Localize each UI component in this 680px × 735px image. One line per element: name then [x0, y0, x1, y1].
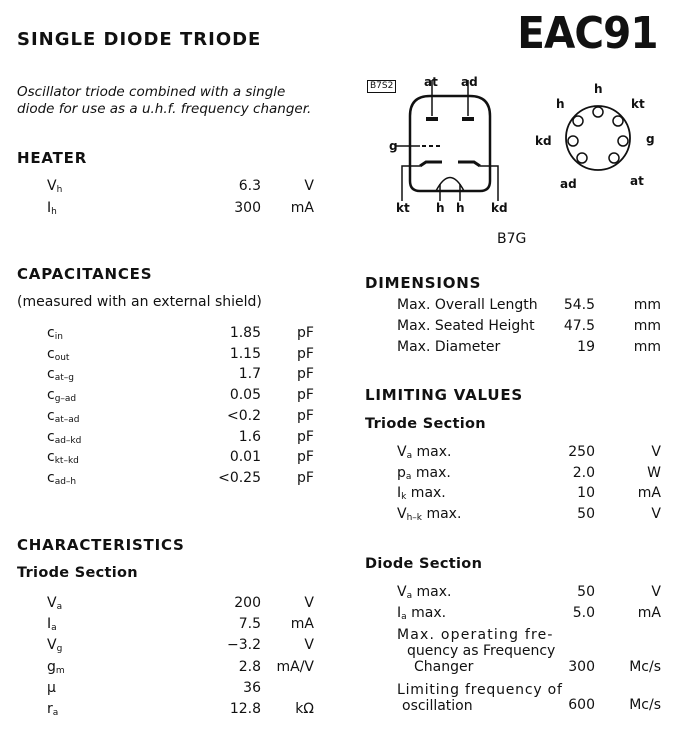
symbol-main: V [47, 595, 57, 611]
unit: pF [297, 345, 314, 362]
dimensions-heading: DIMENSIONS [365, 274, 482, 292]
symbol-suffix: max. [406, 485, 446, 502]
value: 19 [577, 339, 595, 355]
symbol [47, 200, 57, 217]
value: 2.8 [238, 658, 261, 675]
symbol [47, 595, 62, 612]
symbol-subscript: at–g [54, 373, 74, 384]
limiting-freq-row [0, 697, 680, 717]
unit: mm [633, 297, 661, 313]
symbol [397, 605, 446, 622]
symbol [397, 485, 446, 502]
heater-row [47, 178, 317, 198]
operating-freq-line: Changer [414, 659, 474, 675]
symbol [397, 444, 452, 461]
capacitance-row [47, 366, 317, 386]
capacitances-heading: CAPACITANCES [17, 265, 153, 283]
symbol [397, 506, 461, 523]
unit: pF [297, 387, 314, 404]
symbol-main: p [397, 464, 406, 481]
base-label: B7G [497, 231, 527, 247]
unit: pF [297, 469, 314, 486]
symbol-subscript: k [401, 492, 407, 503]
symbol-main: c [47, 407, 55, 424]
symbol-main: c [47, 325, 55, 341]
value: 50 [577, 506, 595, 523]
value: 250 [568, 444, 595, 460]
characteristics-subheading: Triode Section [17, 565, 138, 581]
symbol-subscript: a [405, 471, 412, 482]
symbol-subscript: a [406, 451, 413, 461]
value: −3.2 [227, 637, 261, 654]
value: 7.5 [238, 616, 261, 633]
symbol-subscript: a [56, 602, 63, 612]
unit: kΩ [295, 701, 314, 717]
pin-label-h-top: h [594, 82, 603, 96]
limiting-triode-subheading: Triode Section [365, 416, 486, 432]
symbol-main: V [397, 584, 407, 600]
label-kt: kt [396, 201, 410, 215]
capacitance-row [47, 387, 317, 407]
unit: pF [297, 325, 314, 341]
symbol [47, 408, 79, 425]
symbol-main: I [397, 485, 402, 502]
symbol-subscript: g [56, 644, 63, 655]
symbol-main: g [47, 658, 56, 675]
symbol-main: I [397, 605, 402, 621]
description-line: diode for use as a u.h.f. frequency changer. [17, 101, 312, 117]
symbol-main: V [47, 637, 57, 654]
value: 6.3 [238, 178, 261, 194]
capacitance-row [47, 325, 317, 345]
limiting-freq-line: Limiting frequency of [397, 682, 563, 698]
unit: mA [637, 605, 661, 621]
value: 50 [577, 584, 595, 600]
symbol [397, 339, 500, 355]
dimension-row [397, 339, 663, 359]
unit: V [304, 637, 314, 654]
unit: V [651, 584, 661, 600]
value: 300 [568, 659, 595, 675]
symbol-main: r [47, 701, 53, 717]
symbol-suffix: max. [406, 605, 447, 621]
unit: pF [297, 449, 314, 466]
limiting-diode-subheading: Diode Section [365, 556, 483, 572]
unit: V [304, 595, 314, 611]
symbol [47, 325, 63, 342]
symbol [47, 680, 56, 696]
symbol-subscript: ad–kd [54, 435, 82, 446]
label: Max. Seated Height [397, 318, 535, 334]
symbol [47, 346, 69, 363]
label: Max. Diameter [397, 339, 501, 355]
value: <0.2 [227, 407, 261, 424]
symbol-suffix: max. [412, 584, 452, 600]
dimension-row [397, 297, 663, 317]
value: 600 [568, 697, 595, 713]
value: <0.25 [218, 469, 261, 486]
symbol-main: c [47, 469, 55, 486]
symbol-suffix: max. [411, 464, 451, 481]
symbol [397, 297, 538, 313]
dimension-row [397, 318, 663, 338]
unit: pF [297, 428, 314, 445]
symbol-subscript: m [55, 665, 65, 676]
value: 200 [234, 595, 261, 611]
heater-row [47, 200, 317, 220]
page-title: SINGLE DIODE TRIODE [17, 29, 262, 50]
description [17, 84, 311, 118]
symbol-subscript: ad–h [54, 476, 77, 487]
characteristic-row [47, 595, 317, 615]
unit: mA [290, 200, 314, 216]
limiting-triode-row [397, 506, 663, 526]
symbol-subscript: out [54, 352, 70, 363]
symbol-main: V [397, 506, 407, 523]
operating-freq-row [0, 659, 680, 679]
symbol [397, 318, 535, 334]
capacitances-note: (measured with an external shield) [17, 294, 262, 310]
symbol [47, 429, 81, 446]
operating-freq-line: quency as Frequency [407, 643, 556, 659]
pin-label-kd: kd [535, 134, 552, 148]
symbol [397, 584, 452, 601]
unit: V [651, 506, 661, 523]
label-ad: ad [461, 75, 478, 89]
value: 36 [243, 679, 261, 696]
symbol-subscript: g–ad [54, 394, 77, 405]
symbol-main: c [47, 428, 55, 445]
value: 1.7 [238, 366, 261, 383]
unit: mA [290, 616, 314, 633]
value: 0.01 [229, 449, 261, 466]
unit: Mc/s [629, 697, 661, 713]
symbol-main: c [47, 387, 55, 404]
symbol-main: I [47, 616, 52, 633]
pin-label-h-left: h [556, 97, 565, 111]
characteristics-heading: CHARACTERISTICS [17, 536, 185, 554]
symbol [47, 616, 57, 633]
limiting-freq-line: oscillation [402, 698, 473, 714]
symbol [47, 178, 62, 195]
pin-label-ad: ad [560, 177, 577, 191]
symbol-main: μ [47, 679, 56, 696]
pin-label-g: g [646, 132, 655, 146]
limiting-diode-row [397, 605, 663, 625]
symbol [397, 465, 451, 482]
symbol [47, 366, 74, 383]
symbol-subscript: h [56, 185, 63, 195]
value: 2.0 [572, 464, 595, 481]
symbol-suffix: max. [422, 506, 462, 523]
capacitance-row [47, 470, 317, 490]
symbol-subscript: h [51, 207, 57, 217]
symbol-main: V [397, 444, 407, 460]
unit: W [647, 464, 661, 481]
electrode-symbol-diagram [380, 76, 530, 216]
characteristic-row [47, 616, 317, 636]
limiting-heading: LIMITING VALUES [365, 386, 524, 404]
limiting-triode-row [397, 444, 663, 464]
symbol-subscript: a [52, 708, 59, 718]
value: 1.85 [229, 325, 261, 341]
label-kd: kd [491, 201, 508, 215]
value: 1.15 [229, 345, 261, 362]
characteristic-row [47, 637, 317, 657]
value: 12.8 [229, 701, 261, 717]
symbol-subscript: at–ad [54, 414, 80, 425]
symbol-main: c [47, 366, 55, 383]
unit: V [304, 178, 314, 194]
limiting-triode-row [397, 465, 663, 485]
value: 54.5 [563, 297, 595, 313]
capacitance-row [47, 429, 317, 449]
value: 1.6 [238, 428, 261, 445]
label-at: at [424, 75, 438, 89]
pin-label-at: at [630, 174, 644, 188]
symbol-subscript: h–k [406, 513, 422, 524]
diagram-badge: B7S2 [367, 80, 396, 93]
symbol [47, 449, 79, 466]
limiting-triode-row [397, 485, 663, 505]
symbol-main: V [47, 178, 57, 194]
label-g: g [389, 139, 398, 153]
unit: pF [297, 366, 314, 383]
value: 47.5 [563, 318, 595, 334]
symbol-main: c [47, 449, 55, 466]
value: 10 [577, 485, 595, 502]
pin-label-kt: kt [631, 97, 645, 111]
value: 300 [234, 200, 261, 216]
symbol-subscript: a [406, 591, 413, 601]
type-number: EAC91 [517, 8, 658, 59]
description-line: Oscillator triode combined with a single [17, 84, 286, 100]
symbol-subscript: a [51, 623, 57, 634]
symbol-subscript: in [54, 332, 63, 342]
limiting-diode-row [397, 584, 663, 604]
symbol-main: I [47, 200, 52, 216]
symbol [47, 470, 76, 487]
symbol [47, 387, 76, 404]
heater-heading: HEATER [17, 149, 88, 167]
symbol-suffix: max. [412, 444, 452, 460]
unit: pF [297, 407, 314, 424]
unit: mA [637, 485, 661, 502]
symbol-subscript: kt–kd [54, 456, 79, 467]
symbol-subscript: a [401, 612, 407, 622]
label-h2: h [456, 201, 465, 215]
label: Max. Overall Length [397, 297, 538, 313]
symbol-main: c [47, 345, 55, 362]
unit: Mc/s [629, 659, 661, 675]
capacitance-row [47, 346, 317, 366]
symbol [47, 637, 62, 654]
value: 0.05 [229, 387, 261, 404]
operating-freq-line: Max. operating fre- [397, 627, 554, 643]
unit: mA/V [276, 658, 314, 675]
unit: mm [633, 318, 661, 334]
capacitance-row [47, 449, 317, 469]
value: 5.0 [572, 605, 595, 621]
unit: mm [633, 339, 661, 355]
label-h1: h [436, 201, 445, 215]
unit: V [651, 444, 661, 460]
capacitance-row [47, 408, 317, 428]
